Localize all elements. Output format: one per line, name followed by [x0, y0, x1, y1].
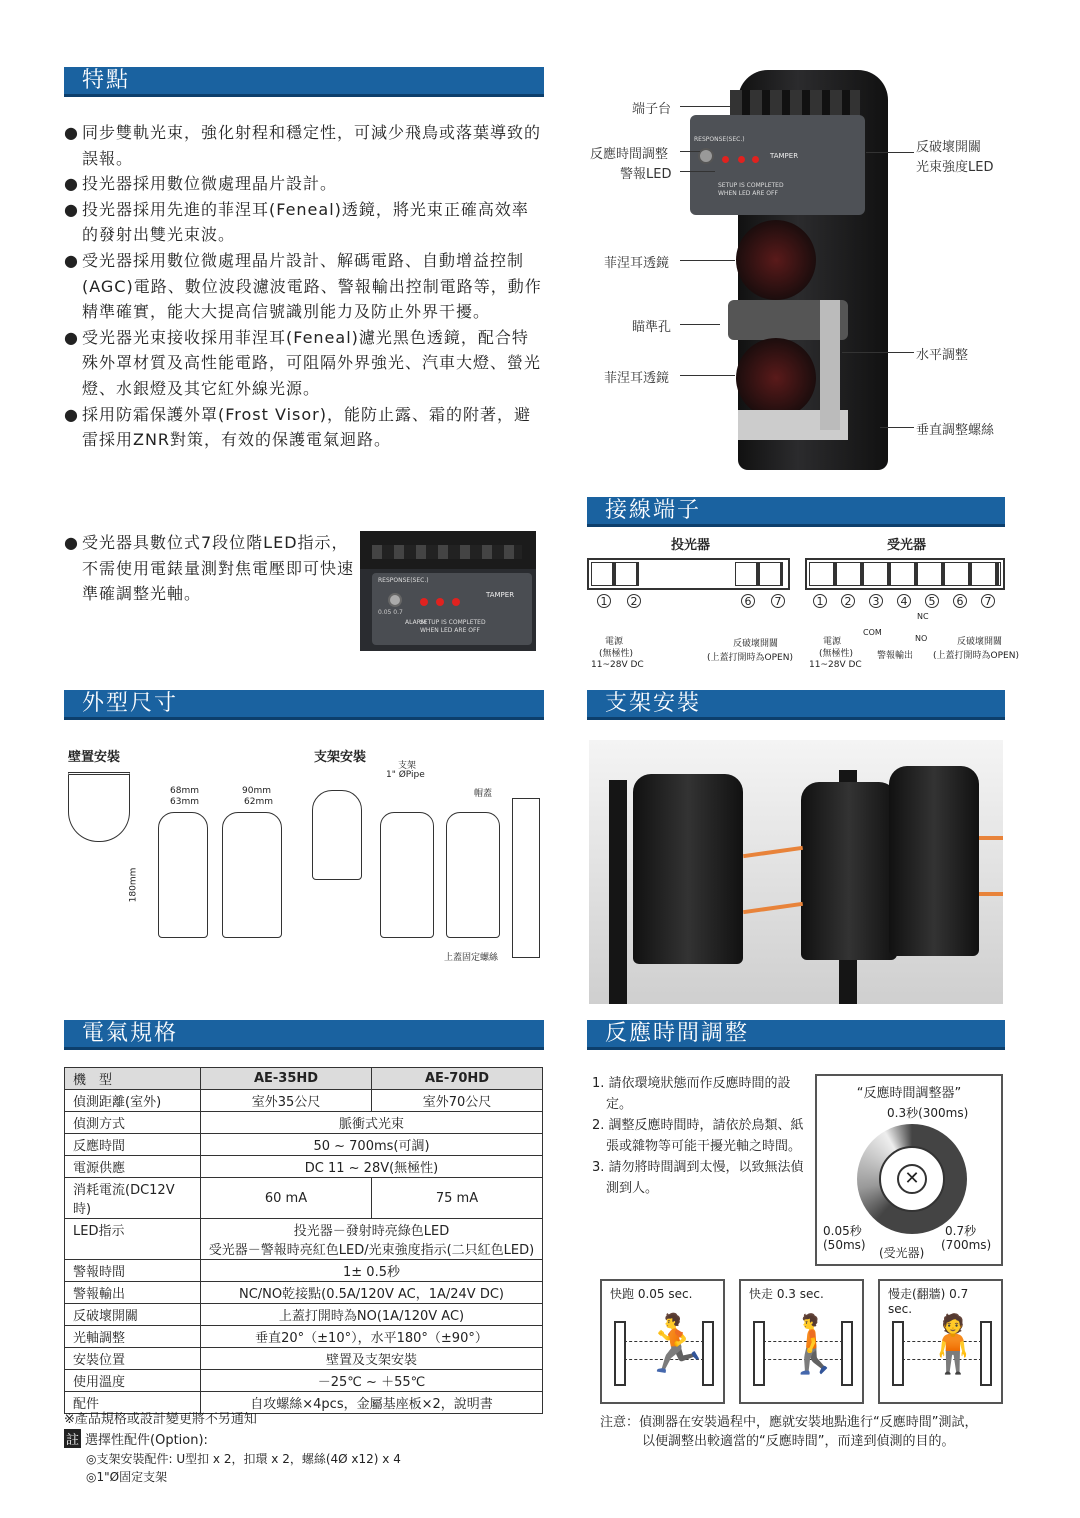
cell: 垂直20°（±10°），水平180°（±90°） [201, 1326, 543, 1348]
callout-lens-1: 菲涅耳透鏡 [604, 256, 670, 271]
cell: 60 mA [201, 1178, 372, 1219]
table-row [65, 1219, 543, 1260]
feature-item: ● 採用防霜保護外罩(Frost Visor)，能防止露、霜的附著，避雷採用ZNR對策，有效的保護電氣迴路。 [64, 402, 544, 453]
rx-num: 6 [953, 594, 967, 608]
response-label: RESPONSE(SEC.) [378, 577, 429, 584]
table-row [65, 1282, 543, 1304]
warning-line-1: 注意：偵測器在安裝過程中，應就安裝地點進行“反應時間”測試， [600, 1415, 978, 1430]
device-knob[interactable] [698, 148, 714, 164]
callout-tamper: 反破壞開關 [916, 140, 982, 155]
led-red-3 [452, 598, 460, 606]
row-label: 配件 [65, 1392, 201, 1414]
dim-180mm: 180mm [128, 867, 139, 903]
callout-lens-2: 菲涅耳透鏡 [604, 371, 670, 386]
rx-title: 受光器 [887, 538, 927, 553]
response-step: 3. 請勿將時間調到太慢，以致無法偵測到人。 [592, 1160, 804, 1196]
speed-box-run [600, 1279, 725, 1404]
device-setup-text: SETUP IS COMPLETED [718, 182, 784, 189]
cell: 50 ~ 700ms(可調) [201, 1134, 543, 1156]
callout-response-adjust: 反應時間調整 [590, 147, 669, 162]
callout-line [680, 324, 720, 325]
setup-label-2: WHEN LED ARE OFF [420, 627, 480, 634]
callout-horizontal: 水平調整 [916, 348, 969, 363]
option-item-2: ◎1"Ø固定支架 [86, 1470, 168, 1484]
row-label: 偵測距離(室外) [65, 1090, 201, 1112]
row-label: 消耗電流(DC12V時) [65, 1178, 201, 1219]
features-header: 特點 [64, 67, 544, 97]
spec-table [64, 1067, 543, 1414]
callout-line [680, 106, 735, 107]
callout-alarm-led: 警報LED [620, 167, 672, 182]
dial-box [815, 1074, 1003, 1266]
cell: 脈衝式光束 [201, 1112, 543, 1134]
response-step: 1. 請依環境狀態而作反應時間的設定。 [592, 1076, 791, 1112]
dial-screw: ✕ [897, 1164, 927, 1194]
bracket-header: 支架安裝 [587, 690, 1005, 720]
dim-62mm: 62mm [244, 797, 273, 807]
table-row [65, 1134, 543, 1156]
tx-voltage: 11~28V DC [591, 660, 644, 670]
rx-num: 2 [841, 594, 855, 608]
dial-left-label-2: (50ms) [823, 1238, 866, 1252]
response-header: 反應時間調整 [587, 1020, 1005, 1050]
header-cell: AE-70HD [372, 1068, 543, 1090]
wall-mount-label: 壁置安裝 [68, 750, 121, 765]
device-setup-text-2: WHEN LED ARE OFF [718, 190, 778, 197]
callout-beam-led: 光束強度LED [916, 160, 994, 175]
beam-line [743, 846, 803, 858]
callout-line [680, 151, 700, 152]
tx-power: 電源 [605, 637, 624, 647]
no-label: NO [915, 634, 928, 643]
callout-line [680, 260, 735, 261]
rx-num: 4 [897, 594, 911, 608]
beam-line [979, 836, 1003, 840]
device-tamper-text: TAMPER [770, 152, 799, 160]
bracket-photo [589, 740, 1003, 1004]
table-row [65, 1156, 543, 1178]
tx-tamper: 反破壞開關 [733, 639, 779, 649]
cell: 75 mA [372, 1178, 543, 1219]
cell: 壁置及支架安裝 [201, 1348, 543, 1370]
speed-label: 快走 0.3 sec. [749, 1287, 824, 1301]
tx-tamper-2: (上蓋打開時為OPEN) [707, 653, 793, 663]
nc-label: NC [917, 612, 929, 621]
feature-item: ● 受光器採用數位微處理晶片設計、解碼電路、自動增益控制(AGC)電路、數位波段濾波電路、警報輸出控制電路等，動作精準確實，能大大提高信號識別能力及防止外界干擾。 [64, 248, 544, 325]
tx-power-2: (無極性) [599, 649, 634, 659]
callout-sight-hole: 瞄準孔 [632, 320, 672, 335]
receiver-panel-photo [360, 531, 536, 651]
row-label: 安裝位置 [65, 1348, 201, 1370]
callout-vertical: 垂直調整螺絲 [916, 423, 995, 438]
led-feature [64, 530, 354, 607]
cell: －25℃ ~ ＋55℃ [201, 1370, 543, 1392]
dim-63mm: 63mm [170, 797, 199, 807]
row-label: 偵測方式 [65, 1112, 201, 1134]
tx-num-1: 1 [597, 594, 611, 608]
feature-item: ● 投光器採用數位微處理晶片設計。 [64, 171, 544, 197]
detector-illustration [690, 70, 910, 480]
bracket-mount-label: 支架安裝 [314, 750, 367, 765]
cell: 投光器－發射時亮綠色LED [293, 1224, 450, 1239]
speed-box-walk-slow [878, 1279, 1003, 1404]
table-row [65, 1326, 543, 1348]
callout-line [680, 375, 735, 376]
response-knob[interactable] [388, 593, 402, 607]
dim-90mm: 90mm [242, 786, 271, 796]
pipe-label-1: 支架 [398, 761, 417, 771]
cap-label: 帽蓋 [474, 789, 493, 799]
tx-title: 投光器 [671, 538, 711, 553]
callout-terminal: 端子台 [632, 102, 672, 117]
callout-line [880, 427, 914, 428]
cell: NC/NO乾接點(0.5A/120V AC，1A/24V DC) [201, 1282, 543, 1304]
table-header [65, 1068, 543, 1090]
led-red-1 [420, 598, 428, 606]
speed-box-walk-fast [739, 1279, 864, 1404]
alarm-output: 警報輸出 [877, 651, 914, 661]
standing-person-icon: 🧍 [918, 1312, 988, 1377]
table-row [65, 1348, 543, 1370]
rx-num: 3 [869, 594, 883, 608]
cell: 室外70公尺 [372, 1090, 543, 1112]
table-row [65, 1370, 543, 1392]
beam-line [979, 892, 1003, 896]
tx-num-6: 6 [741, 594, 755, 608]
speed-label: 快跑 0.05 sec. [610, 1287, 693, 1301]
rx-num: 1 [813, 594, 827, 608]
pipe-label-2: 1" ØPipe [386, 770, 425, 780]
walking-person-icon: 🚶 [779, 1312, 849, 1377]
table-row [65, 1178, 543, 1219]
alarm-label: ALARM [405, 619, 427, 626]
dial-right-label-1: 0.7秒 [945, 1224, 977, 1238]
options-title: 選擇性配件(Option): [85, 1433, 208, 1448]
header-cell: 機 型 [65, 1068, 201, 1090]
feature-item: ● 同步雙軌光束，強化射程和穩定性，可減少飛鳥或落葉導致的誤報。 [64, 120, 544, 171]
setup-label-1: SETUP IS COMPLETED [420, 619, 486, 626]
spec-notice: ※產品規格或設計變更將不另通知 [64, 1412, 257, 1427]
cell: 1± 0.5秒 [201, 1260, 543, 1282]
row-label: 光軸調整 [65, 1326, 201, 1348]
dial-right-label-2: (700ms) [941, 1238, 992, 1252]
rx-power: 電源 [823, 637, 842, 647]
row-label: 警報輸出 [65, 1282, 201, 1304]
warning-line-2: 以便調整出較適當的“反應時間”，而達到偵測的目的。 [642, 1434, 955, 1449]
scale-label: 0.05 0.7 [378, 609, 403, 616]
dial-top-label: 0.3秒(300ms) [887, 1106, 969, 1120]
cell: 受光器－警報時亮紅色LED/光束強度指示(二只紅色LED) [208, 1243, 535, 1258]
table-row [65, 1260, 543, 1282]
cell: DC 11 ~ 28V(無極性) [201, 1156, 543, 1178]
running-person-icon: 🏃 [640, 1312, 710, 1377]
table-row [65, 1090, 543, 1112]
rx-num: 5 [925, 594, 939, 608]
dial-left-label-1: 0.05秒 [823, 1224, 862, 1238]
dim-68mm: 68mm [170, 786, 199, 796]
table-row [65, 1112, 543, 1134]
tx-num-2: 2 [627, 594, 641, 608]
dimensions-header: 外型尺寸 [64, 690, 544, 720]
table-row [65, 1304, 543, 1326]
tamper-label: TAMPER [486, 591, 515, 599]
beam-line [743, 902, 803, 914]
header-cell: AE-35HD [201, 1068, 372, 1090]
feature-item: ● 受光器光束接收採用菲涅耳(Feneal)濾光黑色透鏡，配合特殊外罩材質及高性能電路，可阻隔外界強光、汽車大燈、螢光燈、水銀燈及其它紅外線光源。 [64, 325, 544, 402]
rx-tamper-2: (上蓋打開時為OPEN) [933, 651, 1019, 661]
row-label: LED指示 [65, 1219, 201, 1260]
cell: 室外35公尺 [201, 1090, 372, 1112]
tx-num-7: 7 [771, 594, 785, 608]
dial-title: “反應時間調整器” [856, 1086, 962, 1101]
screw-label: 上蓋固定螺絲 [444, 953, 499, 963]
speed-label: 慢走(翻牆) 0.7 sec. [888, 1287, 969, 1316]
com-label: COM [863, 628, 882, 637]
features-list [64, 120, 544, 453]
row-label: 警報時間 [65, 1260, 201, 1282]
terminals-header: 接線端子 [587, 497, 1005, 527]
wiring-diagram [587, 530, 1027, 680]
rx-tamper: 反破壞開關 [957, 637, 1003, 647]
row-label: 反應時間 [65, 1134, 201, 1156]
row-label: 反破壞開關 [65, 1304, 201, 1326]
callout-line [842, 352, 914, 353]
rx-num: 7 [981, 594, 995, 608]
dial-receiver-label: (受光器) [879, 1246, 925, 1260]
cell: 上蓋打開時為NO(1A/120V AC) [201, 1304, 543, 1326]
device-response-text: RESPONSE(SEC.) [694, 136, 745, 143]
callout-line [680, 171, 715, 172]
option-item-1: ◎支架安裝配件: U型扣 x 2，扣環 x 2，螺絲(4Ø x12) x 4 [86, 1452, 401, 1466]
dimension-drawings [64, 740, 544, 970]
feature-item: ● 投光器採用先進的菲涅耳(Feneal)透鏡，將光束正確高效率的發射出雙光束波。 [64, 197, 544, 248]
row-label: 電源供應 [65, 1156, 201, 1178]
rx-voltage: 11~28V DC [809, 660, 862, 670]
response-step: 2. 調整反應時間時，請依於鳥類、紙張或雜物等可能干擾光軸之時間。 [592, 1118, 804, 1154]
led-red-2 [436, 598, 444, 606]
feature-item: ● 受光器具數位式7段位階LED指示，不需使用電錶量測對焦電壓即可快速準確調整光軸。 [64, 530, 354, 607]
rx-power-2: (無極性) [819, 649, 854, 659]
callout-line [866, 152, 914, 153]
row-label: 使用溫度 [65, 1370, 201, 1392]
electrical-header: 電氣規格 [64, 1020, 544, 1050]
cell: 自攻螺絲×4pcs，金屬基座板×2，說明書 [201, 1392, 543, 1414]
option-badge: 註 [64, 1429, 81, 1448]
